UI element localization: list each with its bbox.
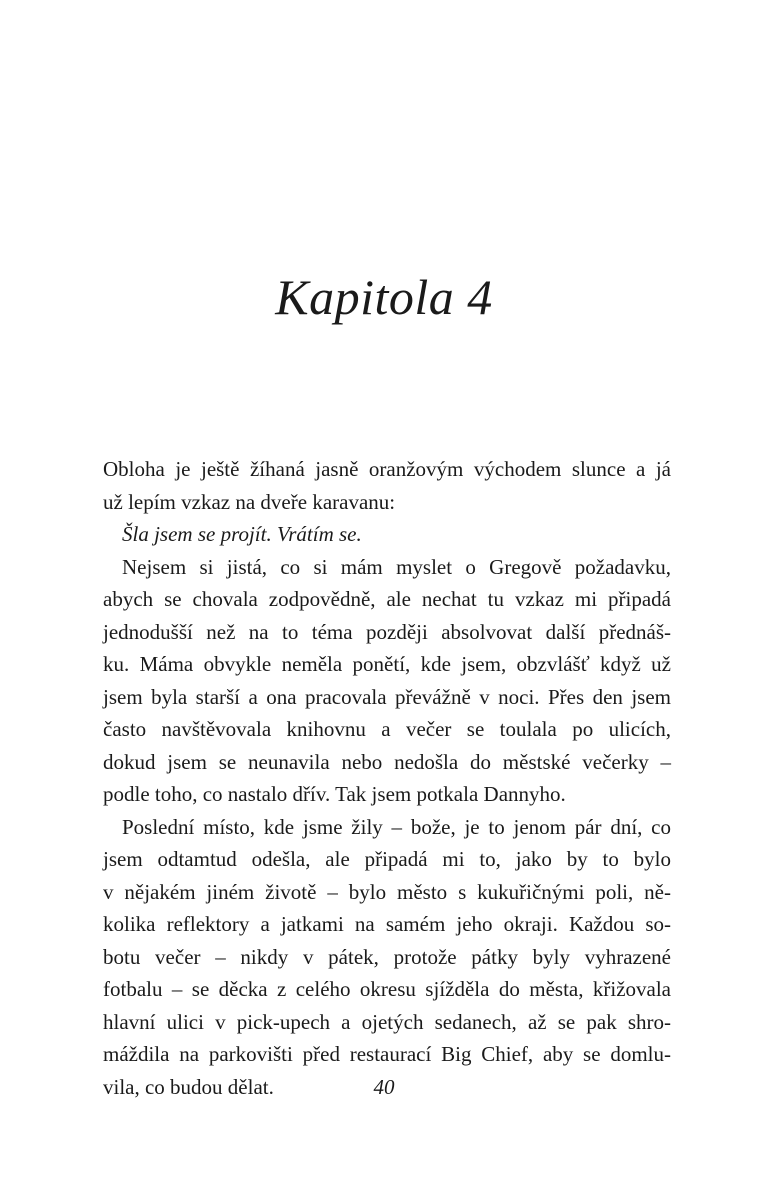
text-line: Obloha je ještě žíhaná jasně oranžovým východem slunce a já — [103, 457, 671, 481]
text-line: Poslední místo, kde jsme žily – bože, je to jenom pár dní, co — [122, 814, 671, 839]
text-line: jsem odtamtud odešla, ale připadá mi to, jako by to bylo — [103, 847, 671, 871]
body-text — [103, 453, 671, 1103]
page-number: 40 — [373, 1075, 395, 1099]
text-line: botu večer – nikdy v pátek, protože pátky byly vyhrazené — [103, 944, 671, 969]
text-line: Nejsem si jistá, co si mám myslet o Gregově požadavku, — [122, 554, 671, 579]
text-line: kolika reflektory a jatkami na samém jeho okraji. Každou so- — [103, 912, 671, 936]
text-line: máždila na parkovišti před restaurací Big Chief, aby se domlu- — [103, 1042, 671, 1066]
text-line: fotbalu – se děcka z celého okresu sjížděla do města, křižovala — [103, 977, 671, 1001]
text-line: často navštěvovala knihovnu a večer se toulala po ulicích, — [103, 717, 671, 741]
text-line: ku. Máma obvykle neměla ponětí, kde jsem, obzvlášť když už — [103, 652, 671, 676]
text-line: abych se chovala zodpovědně, ale nechat tu vzkaz mi připadá — [103, 587, 671, 611]
text-line: jsem byla starší a ona pracovala převážně v noci. Přes den jsem — [103, 684, 671, 709]
text-line: jednodušší než na to téma později absolvovat další přednáš- — [103, 619, 671, 644]
text-line: už lepím vzkaz na dveře karavanu: — [103, 489, 396, 514]
text-line: vila, co budou dělat. — [103, 1074, 274, 1099]
italic-note-line: Šla jsem se projít. Vrátím se. — [122, 522, 362, 546]
text-line: dokud jsem se neunavila nebo nedošla do městské večerky – — [103, 749, 671, 774]
text-line: podle toho, co nastalo dřív. Tak jsem potkala Dannyho. — [103, 782, 566, 806]
text-line: v nějakém jiném životě – bylo město s kukuřičnými poli, ně- — [103, 879, 671, 904]
chapter-title: Kapitola 4 — [275, 269, 493, 325]
text-line: hlavní ulici v pick-upech a ojetých sedanech, až se pak shro- — [103, 1009, 671, 1034]
